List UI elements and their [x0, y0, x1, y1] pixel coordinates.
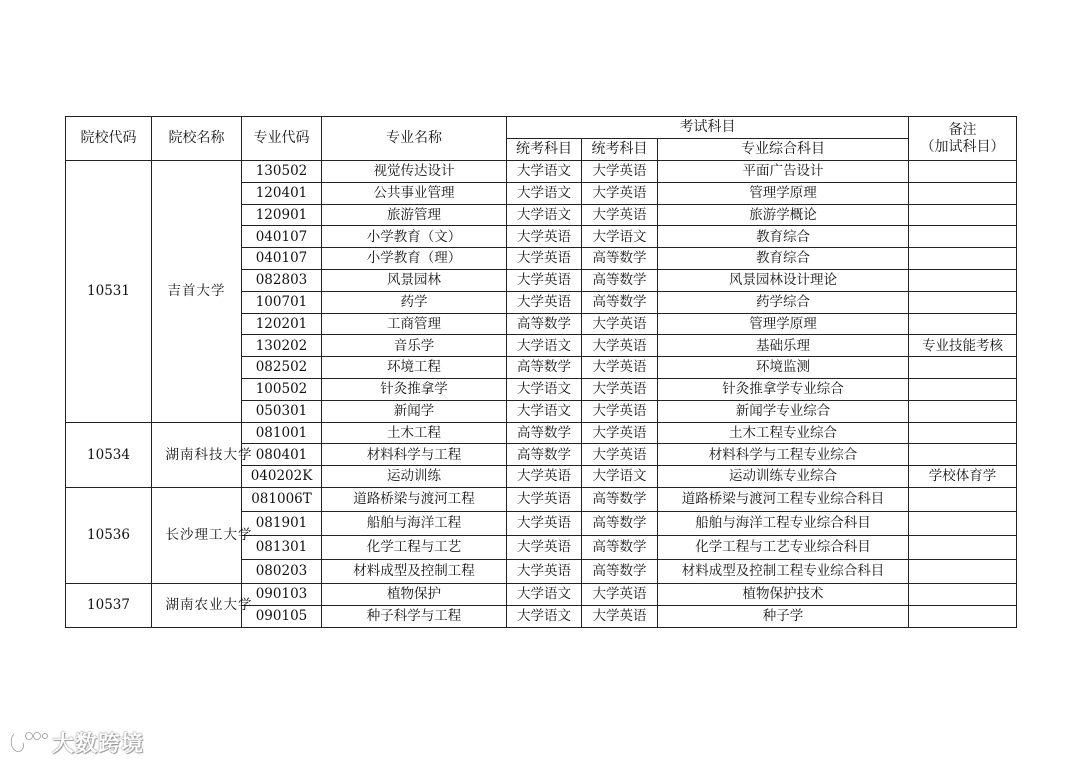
school-code-cell: 10531: [66, 161, 152, 423]
unified-subject-1-cell: 大学英语: [507, 535, 582, 559]
unified-subject-1-cell: 高等数学: [507, 422, 582, 444]
major-name-cell: 小学教育（理）: [322, 248, 507, 270]
remarks-cell: [909, 422, 1017, 444]
admission-exam-table: [65, 116, 1017, 628]
major-name-cell: 音乐学: [322, 335, 507, 357]
specialty-subject-cell: 基础乐理: [658, 335, 909, 357]
major-code-cell: 080401: [242, 444, 322, 466]
major-code-cell: 120201: [242, 313, 322, 335]
header-major-name: 专业名称: [322, 117, 507, 161]
major-name-cell: 新闻学: [322, 400, 507, 422]
brand-logo-icon: [8, 728, 48, 756]
specialty-subject-cell: 新闻学专业综合: [658, 400, 909, 422]
remarks-cell: [909, 226, 1017, 248]
remarks-cell: [909, 511, 1017, 535]
unified-subject-1-cell: 大学英语: [507, 559, 582, 583]
specialty-subject-cell: 材料成型及控制工程专业综合科目: [658, 559, 909, 583]
remarks-cell: [909, 535, 1017, 559]
specialty-subject-cell: 管理学原理: [658, 313, 909, 335]
major-code-cell: 120901: [242, 204, 322, 226]
remarks-cell: [909, 182, 1017, 204]
specialty-subject-cell: 平面广告设计: [658, 161, 909, 183]
remarks-cell: [909, 487, 1017, 511]
specialty-subject-cell: 药学综合: [658, 291, 909, 313]
unified-subject-2-cell: 大学英语: [582, 422, 658, 444]
school-name-text: 长沙理工大学: [165, 527, 253, 544]
table-row: [66, 583, 1017, 605]
header-school-code: 院校代码: [66, 117, 152, 161]
unified-subject-2-cell: 大学英语: [582, 182, 658, 204]
unified-subject-2-cell: 高等数学: [582, 559, 658, 583]
major-code-cell: 040202K: [242, 466, 322, 488]
remarks-cell: [909, 400, 1017, 422]
specialty-subject-cell: 船舶与海洋工程专业综合科目: [658, 511, 909, 535]
major-name-cell: 材料科学与工程: [322, 444, 507, 466]
major-name-cell: 环境工程: [322, 357, 507, 379]
major-code-cell: 100701: [242, 291, 322, 313]
unified-subject-1-cell: 高等数学: [507, 313, 582, 335]
unified-subject-2-cell: 大学英语: [582, 313, 658, 335]
table-row: [66, 161, 1017, 183]
major-name-cell: 运动训练: [322, 466, 507, 488]
specialty-subject-cell: 教育综合: [658, 226, 909, 248]
header-unified-subject-2: 统考科目: [582, 139, 658, 161]
unified-subject-2-cell: 高等数学: [582, 269, 658, 291]
remarks-cell: 学校体育学: [909, 466, 1017, 488]
major-code-cell: 040107: [242, 248, 322, 270]
major-code-cell: 081301: [242, 535, 322, 559]
major-code-cell: 120401: [242, 182, 322, 204]
school-name-text: 湖南科技大学: [165, 446, 253, 463]
table-row: [66, 422, 1017, 444]
unified-subject-1-cell: 高等数学: [507, 357, 582, 379]
major-name-cell: 风景园林: [322, 269, 507, 291]
remarks-cell: [909, 559, 1017, 583]
major-code-cell: 082803: [242, 269, 322, 291]
specialty-subject-cell: 运动训练专业综合: [658, 466, 909, 488]
unified-subject-1-cell: 大学语文: [507, 335, 582, 357]
unified-subject-2-cell: 大学英语: [582, 204, 658, 226]
table-row: [66, 487, 1017, 511]
specialty-subject-cell: 化学工程与工艺专业综合科目: [658, 535, 909, 559]
school-code-cell: 10534: [66, 422, 152, 487]
major-name-cell: 药学: [322, 291, 507, 313]
header-exam-subjects: 考试科目: [507, 117, 909, 139]
specialty-subject-cell: 道路桥梁与渡河工程专业综合科目: [658, 487, 909, 511]
header-remarks: [909, 117, 1017, 161]
unified-subject-1-cell: 高等数学: [507, 444, 582, 466]
remarks-cell: [909, 605, 1017, 627]
unified-subject-2-cell: 大学英语: [582, 400, 658, 422]
specialty-subject-cell: 土木工程专业综合: [658, 422, 909, 444]
watermark: [8, 726, 144, 758]
header-unified-subject-1: 统考科目: [507, 139, 582, 161]
remarks-cell: [909, 269, 1017, 291]
header-school-name: 院校名称: [152, 117, 242, 161]
school-name-cell: [152, 422, 253, 487]
major-name-cell: 种子科学与工程: [322, 605, 507, 627]
major-name-cell: 土木工程: [322, 422, 507, 444]
major-code-cell: 090103: [242, 583, 322, 605]
remarks-cell: [909, 248, 1017, 270]
unified-subject-1-cell: 大学英语: [507, 487, 582, 511]
specialty-subject-cell: 旅游学概论: [658, 204, 909, 226]
major-code-cell: 080203: [242, 559, 322, 583]
unified-subject-2-cell: 大学英语: [582, 161, 658, 183]
unified-subject-1-cell: 大学英语: [507, 226, 582, 248]
major-code-cell: 090105: [242, 605, 322, 627]
major-code-cell: 081006T: [242, 487, 322, 511]
school-name-cell: [152, 161, 242, 423]
major-name-cell: 公共事业管理: [322, 182, 507, 204]
unified-subject-1-cell: 大学英语: [507, 511, 582, 535]
unified-subject-2-cell: 大学英语: [582, 444, 658, 466]
unified-subject-1-cell: 大学语文: [507, 378, 582, 400]
unified-subject-2-cell: 高等数学: [582, 535, 658, 559]
specialty-subject-cell: 材料科学与工程专业综合: [658, 444, 909, 466]
watermark-text: 大数跨境: [52, 731, 145, 757]
unified-subject-2-cell: 高等数学: [582, 511, 658, 535]
major-name-cell: 旅游管理: [322, 204, 507, 226]
major-name-cell: 植物保护: [322, 583, 507, 605]
unified-subject-2-cell: 大学英语: [582, 335, 658, 357]
unified-subject-1-cell: 大学英语: [507, 269, 582, 291]
header-remarks-sub: （加试科目）: [920, 138, 1005, 155]
unified-subject-1-cell: 大学语文: [507, 204, 582, 226]
remarks-cell: [909, 583, 1017, 605]
school-name-text: 湖南农业大学: [165, 597, 253, 614]
remarks-cell: [909, 291, 1017, 313]
remarks-cell: [909, 357, 1017, 379]
remarks-cell: [909, 161, 1017, 183]
major-code-cell: 081001: [242, 422, 322, 444]
specialty-subject-cell: 针灸推拿学专业综合: [658, 378, 909, 400]
major-code-cell: 040107: [242, 226, 322, 248]
major-name-cell: 船舶与海洋工程: [322, 511, 507, 535]
major-code-cell: 130202: [242, 335, 322, 357]
major-name-cell: 工商管理: [322, 313, 507, 335]
specialty-subject-cell: 种子学: [658, 605, 909, 627]
specialty-subject-cell: 管理学原理: [658, 182, 909, 204]
unified-subject-2-cell: 大学英语: [582, 583, 658, 605]
major-name-cell: 小学教育（文）: [322, 226, 507, 248]
major-code-cell: 050301: [242, 400, 322, 422]
unified-subject-1-cell: 大学语文: [507, 161, 582, 183]
unified-subject-2-cell: 大学英语: [582, 357, 658, 379]
unified-subject-1-cell: 大学语文: [507, 400, 582, 422]
remarks-cell: [909, 313, 1017, 335]
header-specialty-subject: 专业综合科目: [658, 139, 909, 161]
unified-subject-1-cell: 大学英语: [507, 466, 582, 488]
remarks-cell: 专业技能考核: [909, 335, 1017, 357]
remarks-cell: [909, 204, 1017, 226]
major-code-cell: 082502: [242, 357, 322, 379]
remarks-cell: [909, 378, 1017, 400]
school-code-cell: 10537: [66, 583, 152, 627]
specialty-subject-cell: 风景园林设计理论: [658, 269, 909, 291]
school-code-cell: 10536: [66, 487, 152, 583]
major-name-cell: 化学工程与工艺: [322, 535, 507, 559]
major-code-cell: 081901: [242, 511, 322, 535]
unified-subject-2-cell: 大学英语: [582, 378, 658, 400]
major-name-cell: 道路桥梁与渡河工程: [322, 487, 507, 511]
table-body: [66, 161, 1017, 628]
specialty-subject-cell: 教育综合: [658, 248, 909, 270]
unified-subject-2-cell: 高等数学: [582, 487, 658, 511]
unified-subject-2-cell: 大学语文: [582, 466, 658, 488]
major-name-cell: 针灸推拿学: [322, 378, 507, 400]
major-name-cell: 材料成型及控制工程: [322, 559, 507, 583]
unified-subject-1-cell: 大学英语: [507, 291, 582, 313]
unified-subject-1-cell: 大学语文: [507, 182, 582, 204]
major-name-cell: 视觉传达设计: [322, 161, 507, 183]
unified-subject-2-cell: 高等数学: [582, 291, 658, 313]
unified-subject-1-cell: 大学语文: [507, 583, 582, 605]
specialty-subject-cell: 植物保护技术: [658, 583, 909, 605]
school-name-cell: [152, 583, 253, 627]
major-code-cell: 100502: [242, 378, 322, 400]
specialty-subject-cell: 环境监测: [658, 357, 909, 379]
unified-subject-2-cell: 高等数学: [582, 248, 658, 270]
school-name-cell: [152, 487, 253, 583]
unified-subject-1-cell: 大学语文: [507, 605, 582, 627]
school-name-text: 吉首大学: [167, 283, 226, 300]
unified-subject-1-cell: 大学英语: [507, 248, 582, 270]
remarks-cell: [909, 444, 1017, 466]
header-remarks-title: 备注: [948, 121, 977, 138]
unified-subject-2-cell: 大学语文: [582, 226, 658, 248]
header-major-code: 专业代码: [242, 117, 322, 161]
unified-subject-2-cell: 大学英语: [582, 605, 658, 627]
major-code-cell: 130502: [242, 161, 322, 183]
